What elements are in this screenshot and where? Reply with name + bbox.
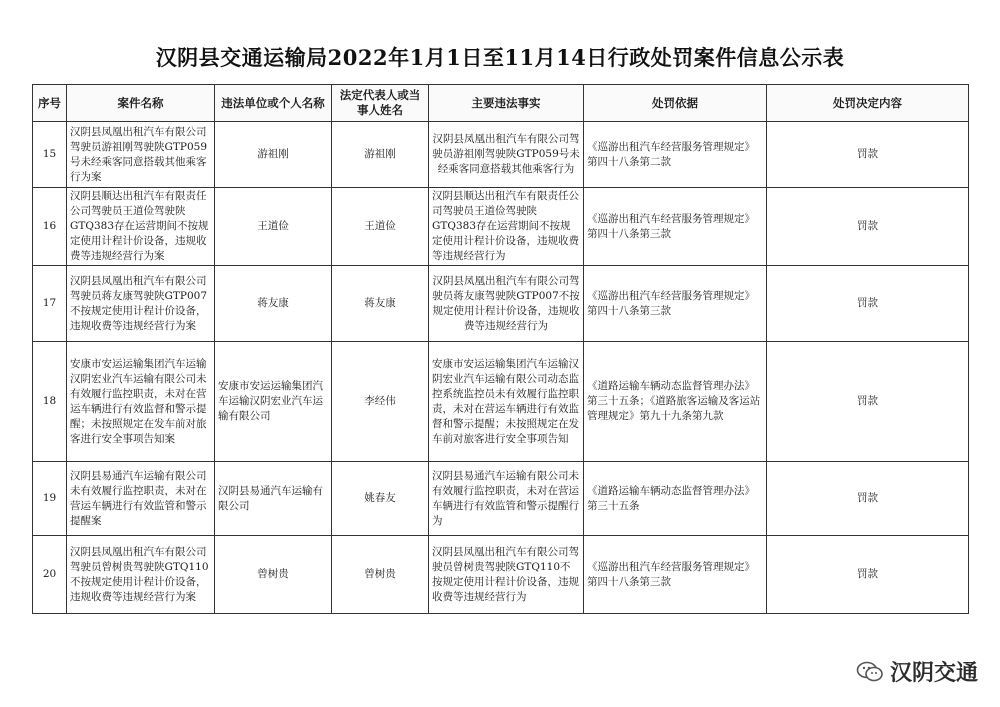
cell-case-name: 安康市安运运输集团汽车运输汉阴宏业汽车运输有限公司未有效履行监控职责，未对在营运车辆进行有效监督和警示提醒；未按照规定在发车前对旅客进行安全事项告知案 <box>67 342 215 462</box>
cell-decision: 罚款 <box>767 188 969 266</box>
cell-facts: 汉阴县顺达出租汽车有限责任公司驾驶员王道俭驾驶陕GTQ383存在运营期间不按规定使用计程计价设备，违规收费等违规经营行为 <box>429 188 584 266</box>
cell-case-name: 汉阴县顺达出租汽车有限责任公司驾驶员王道俭驾驶陕GTQ383存在运营期间不按规定使用计程计价设备，违规收费等违规经营行为案 <box>67 188 215 266</box>
cell-basis: 《巡游出租汽车经营服务管理规定》第四十八条第三款 <box>584 266 767 342</box>
table-row <box>33 342 969 462</box>
cell-legal-rep: 姚春友 <box>332 462 429 536</box>
cell-decision: 罚款 <box>767 536 969 614</box>
header-case-name: 案件名称 <box>67 85 215 122</box>
wechat-icon <box>856 660 884 684</box>
cell-legal-rep: 李经伟 <box>332 342 429 462</box>
cell-facts: 汉阴县凤凰出租汽车有限公司驾驶员游祖刚驾驶陕GTP059号未经乘客同意搭载其他乘客行为 <box>429 122 584 188</box>
cell-basis: 《道路运输车辆动态监督管理办法》第三十五条；《道路旅客运输及客运站管理规定》第九十九条第九款 <box>584 342 767 462</box>
cell-case-name: 汉阴县凤凰出租汽车有限公司驾驶员游祖刚驾驶陕GTP059号未经乘客同意搭载其他乘客行为案 <box>67 122 215 188</box>
cell-basis: 《巡游出租汽车经营服务管理规定》第四十八条第二款 <box>584 122 767 188</box>
header-facts: 主要违法事实 <box>429 85 584 122</box>
cell-case-name: 汉阴县凤凰出租汽车有限公司驾驶员蒋友康驾驶陕GTP007不按规定使用计程计价设备，违规收费等违规经营行为案 <box>67 266 215 342</box>
cell-seq: 18 <box>33 342 67 462</box>
cell-basis: 《巡游出租汽车经营服务管理规定》第四十八条第三款 <box>584 188 767 266</box>
watermark <box>856 656 978 687</box>
cell-facts: 汉阴县凤凰出租汽车有限公司驾驶员蒋友康驾驶陕GTP007不按规定使用计程计价设备，违规收费等违规经营行为 <box>429 266 584 342</box>
cell-decision: 罚款 <box>767 122 969 188</box>
header-decision: 处罚决定内容 <box>767 85 969 122</box>
cell-violator: 游祖刚 <box>215 122 332 188</box>
table-row <box>33 266 969 342</box>
cell-violator: 王道俭 <box>215 188 332 266</box>
cell-legal-rep: 曾树贵 <box>332 536 429 614</box>
cell-legal-rep: 蒋友康 <box>332 266 429 342</box>
cell-legal-rep: 王道俭 <box>332 188 429 266</box>
cell-violator: 蒋友康 <box>215 266 332 342</box>
cell-decision: 罚款 <box>767 266 969 342</box>
cell-case-name: 汉阴县易通汽车运输有限公司未有效履行监控职责，未对在营运车辆进行有效监管和警示提醒案 <box>67 462 215 536</box>
header-seq: 序号 <box>33 85 67 122</box>
watermark-text: 汉阴交通 <box>889 661 978 686</box>
cell-violator: 安康市安运运输集团汽车运输汉阴宏业汽车运输有限公司 <box>215 342 332 462</box>
cell-facts: 安康市安运运输集团汽车运输汉阴宏业汽车运输有限公司动态监控系统监控员未有效履行监控职责，未对在营运车辆进行有效监督和警示提醒；未按照规定在发车前对旅客进行安全事项告知 <box>429 342 584 462</box>
cell-facts: 汉阴县凤凰出租汽车有限公司驾驶员曾树贵驾驶陕GTQ110不按规定使用计程计价设备，违规收费等违规经营行为 <box>429 536 584 614</box>
cell-decision: 罚款 <box>767 342 969 462</box>
cell-basis: 《道路运输车辆动态监督管理办法》第三十五条 <box>584 462 767 536</box>
table-row <box>33 462 969 536</box>
cell-violator: 汉阴县易通汽车运输有限公司 <box>215 462 332 536</box>
table-header-row <box>33 85 969 122</box>
cell-basis: 《巡游出租汽车经营服务管理规定》第四十八条第三款 <box>584 536 767 614</box>
cell-seq: 19 <box>33 462 67 536</box>
header-violator: 违法单位或个人名称 <box>215 85 332 122</box>
cell-legal-rep: 游祖刚 <box>332 122 429 188</box>
cell-decision: 罚款 <box>767 462 969 536</box>
table-row <box>33 188 969 266</box>
cell-facts: 汉阴县易通汽车运输有限公司未有效履行监控职责，未对在营运车辆进行有效监管和警示提醒行为 <box>429 462 584 536</box>
page-title: 汉阴县交通运输局2022年1月1日至11月14日行政处罚案件信息公示表 <box>155 45 845 70</box>
cell-violator: 曾树贵 <box>215 536 332 614</box>
table-row <box>33 536 969 614</box>
cell-seq: 20 <box>33 536 67 614</box>
cell-seq: 16 <box>33 188 67 266</box>
cell-seq: 15 <box>33 122 67 188</box>
cell-seq: 17 <box>33 266 67 342</box>
penalty-table <box>32 84 969 614</box>
header-legal-rep: 法定代表人或当事人姓名 <box>332 85 429 122</box>
table-row <box>33 122 969 188</box>
header-basis: 处罚依据 <box>584 85 767 122</box>
cell-case-name: 汉阴县凤凰出租汽车有限公司驾驶员曾树贵驾驶陕GTQ110不按规定使用计程计价设备，违规收费等违规经营行为案 <box>67 536 215 614</box>
